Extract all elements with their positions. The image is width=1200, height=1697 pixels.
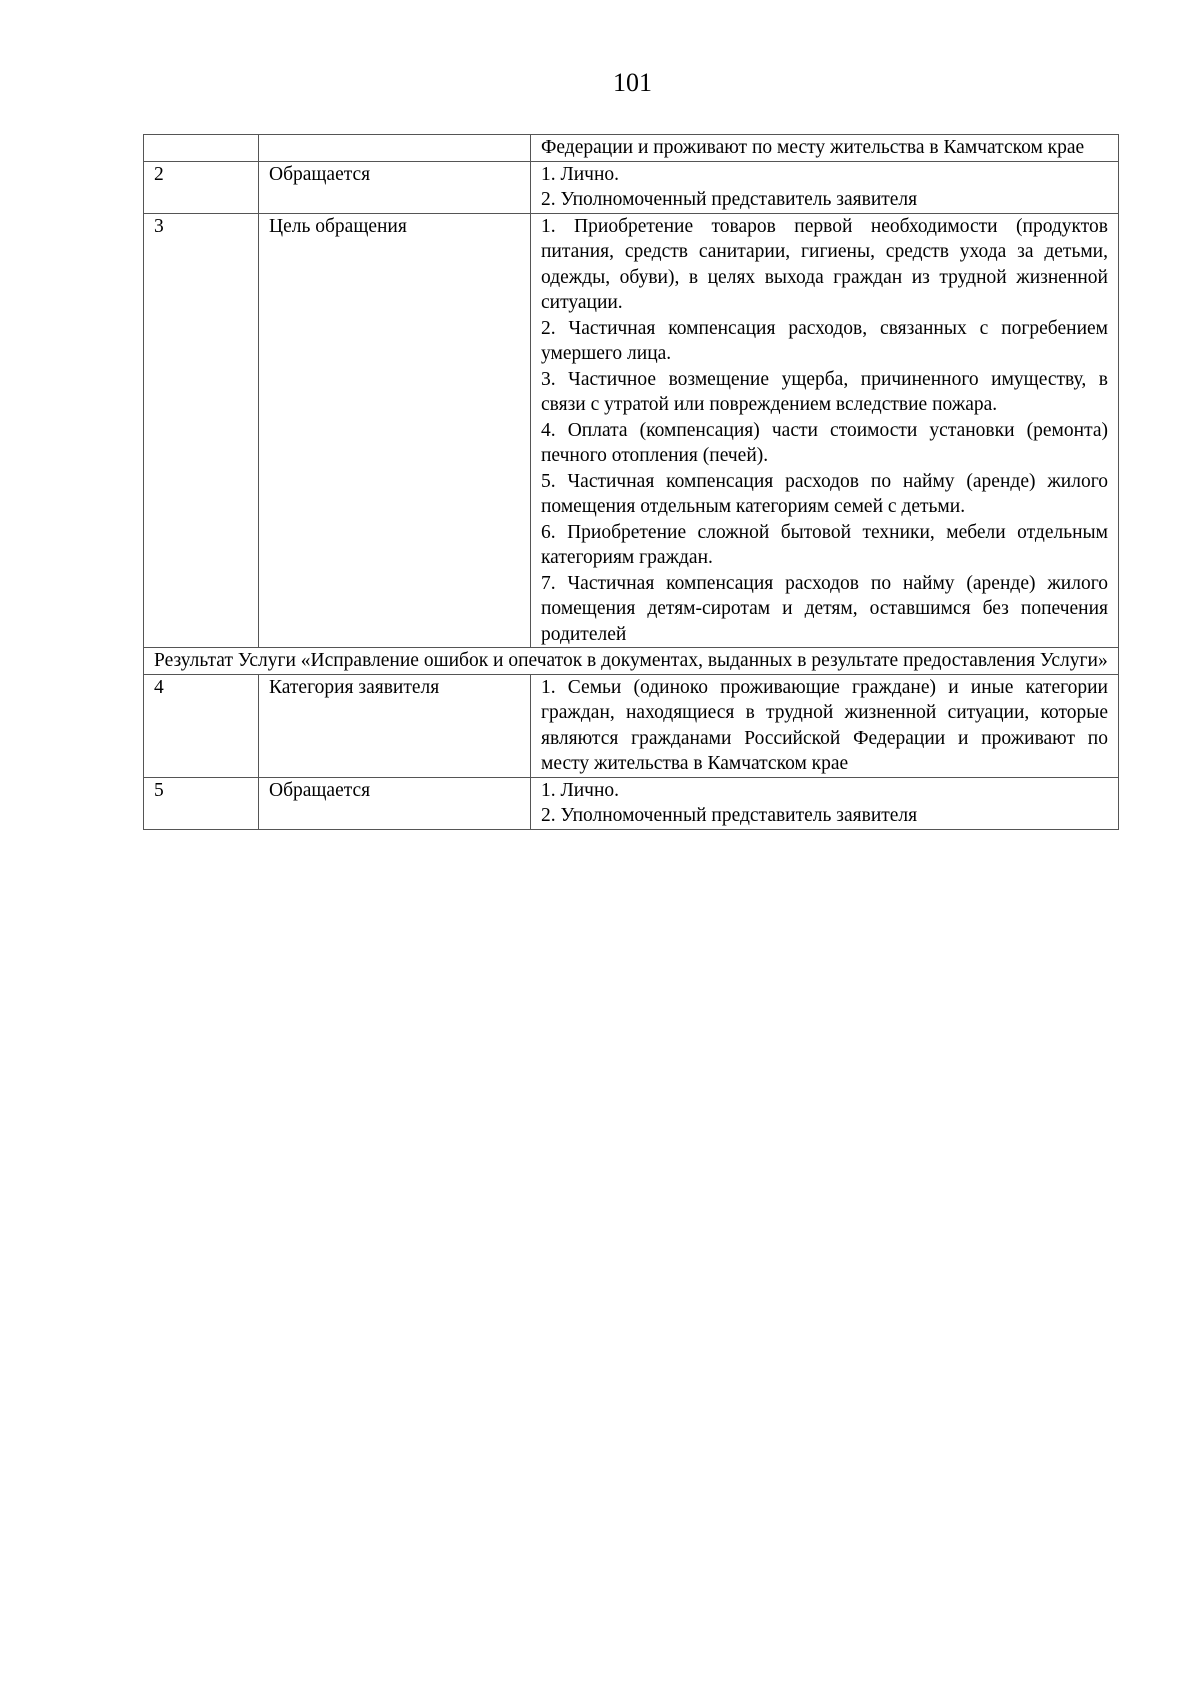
section-header-row — [144, 648, 1119, 675]
table-row — [144, 135, 1119, 162]
value-line: 6. Приобретение сложной бытовой техники, мебели отдельным категориям граждан. — [541, 521, 1108, 568]
row-label-cell: Обращается — [259, 161, 531, 213]
row-value-cell — [531, 213, 1119, 648]
table-row — [144, 213, 1119, 648]
row-label-cell: Цель обращения — [259, 213, 531, 648]
row-label-cell: Категория заявителя — [259, 674, 531, 777]
section-header-cell: Результат Услуги «Исправление ошибок и опечаток в документах, выданных в результате предоставления Услуги» — [144, 648, 1119, 675]
row-number-cell: 4 — [144, 674, 259, 777]
value-line: 1. Лично. — [541, 779, 620, 801]
value-line: 5. Частичная компенсация расходов по найму (аренде) жилого помещения отдельным категориям семей с детьми. — [541, 470, 1108, 517]
table-row — [144, 674, 1119, 777]
row-number-cell — [144, 135, 259, 162]
value-line: 2. Уполномоченный представитель заявителя — [541, 805, 918, 826]
table-row — [144, 777, 1119, 829]
value-line: 1. Лично. — [541, 163, 620, 185]
row-label-cell — [259, 135, 531, 162]
row-value-cell — [531, 777, 1119, 829]
row-label-cell: Обращается — [259, 777, 531, 829]
value-line: Федерации и проживают по месту жительства в Камчатском крае — [541, 137, 1085, 158]
row-value-cell — [531, 135, 1119, 162]
page-number: 101 — [613, 68, 652, 97]
value-line: 1. Приобретение товаров первой необходимости (продуктов питания, средств санитарии, гигиены, средств ухода за детьми, одежды, обуви), в целях выхода граждан из трудной жизненной ситуации. — [541, 215, 1108, 313]
table-row — [144, 161, 1119, 213]
row-number-cell: 3 — [144, 213, 259, 648]
row-number-cell: 2 — [144, 161, 259, 213]
value-line: 2. Частичная компенсация расходов, связанных с погребением умершего лица. — [541, 317, 1108, 364]
value-line: 7. Частичная компенсация расходов по найму (аренде) жилого помещения детям-сиротам и детям, оставшимся без попечения родителей — [541, 572, 1108, 645]
row-number-cell: 5 — [144, 777, 259, 829]
value-line: 2. Уполномоченный представитель заявителя — [541, 189, 918, 210]
row-value-cell — [531, 161, 1119, 213]
value-line: 1. Семьи (одиноко проживающие граждане) и иные категории граждан, находящиеся в трудной жизненной ситуации, которые являются гражданами Российской Федерации и проживают по месту жительства в Камчатском крае — [541, 676, 1108, 774]
row-value-cell — [531, 674, 1119, 777]
value-line: 3. Частичное возмещение ущерба, причиненного имуществу, в связи с утратой или повреждением вследствие пожара. — [541, 368, 1108, 415]
value-line: 4. Оплата (компенсация) части стоимости установки (ремонта) печного отопления (печей). — [541, 419, 1108, 466]
document-table — [143, 134, 1119, 830]
